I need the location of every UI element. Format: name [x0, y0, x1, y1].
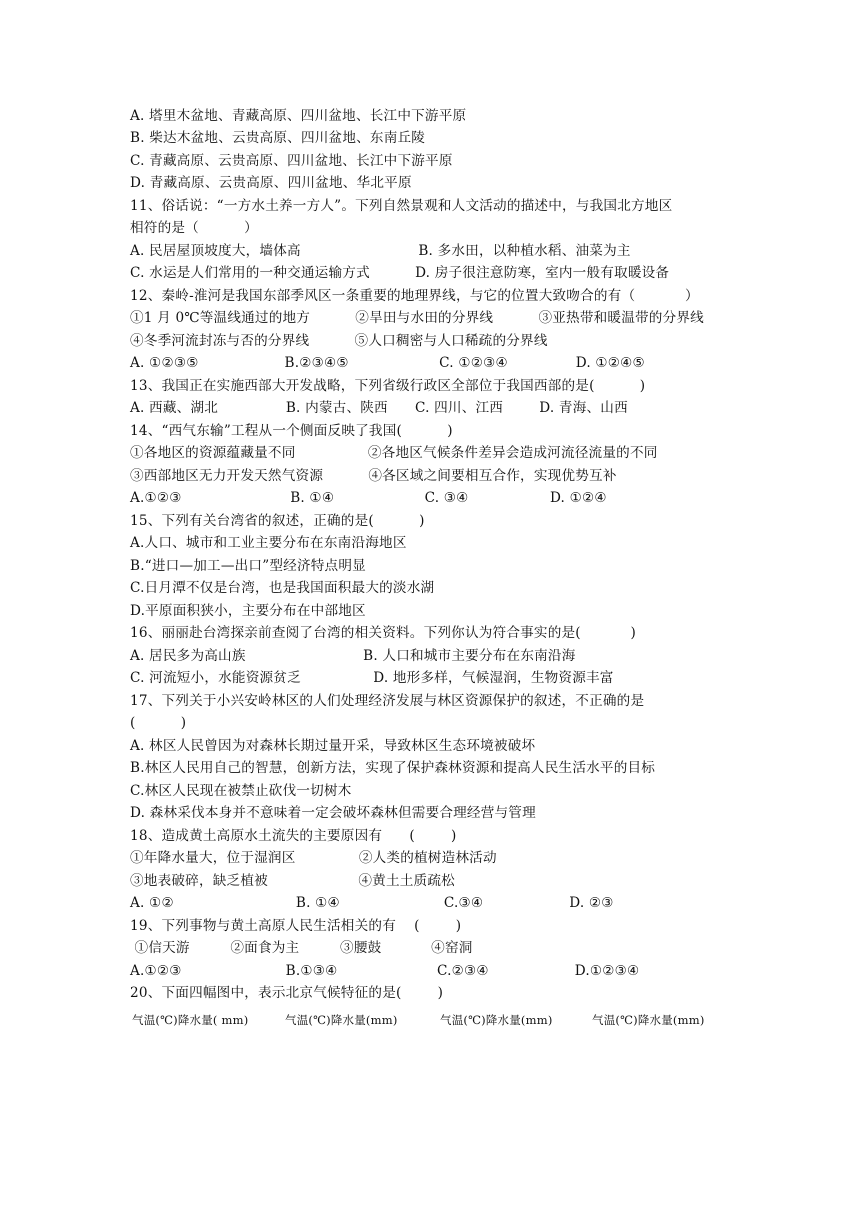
chart-b-axis-caption: 气温(℃)降水量(mm): [285, 1013, 398, 1027]
chart-a-axis-caption: 气温(℃)降水量( mm): [132, 1013, 249, 1027]
option-17c: C.林区人民现在被禁止砍伐一切树木: [130, 783, 352, 799]
option-17a: A. 林区人民曾因为对森林长期过量开采，导致林区生态环境被破坏: [130, 738, 536, 754]
question-14: 14、“西气东输”工程从一个侧面反映了我国( ): [130, 423, 453, 439]
question-20: 20、下面四幅图中，表示北京气候特征的是( ): [130, 985, 444, 1001]
options-12: A. ①②③⑤ B.②③④⑤ C. ①②③④ D. ①②④⑤: [130, 355, 645, 371]
option-17b: B.林区人民用自己的智慧，创新方法，实现了保护森林资源和提高人民生活水平的目标: [130, 760, 656, 776]
question-11-cont: 相符的是（ ）: [130, 220, 258, 236]
options-16-cd: C. 河流短小，水能资源贫乏 D. 地形多样，气候湿润，生物资源丰富: [130, 670, 614, 686]
statements-18-a: ①年降水量大，位于湿润区 ②人类的植树造林活动: [130, 850, 497, 866]
option-15a: A.人口、城市和工业主要分布在东南沿海地区: [130, 535, 407, 551]
option-15d: D.平原面积狭小，主要分布在中部地区: [130, 603, 366, 619]
chart-c-axis-caption: 气温(℃)降水量(mm): [440, 1013, 553, 1027]
question-16: 16、丽丽赴台湾探亲前查阅了台湾的相关资料。下列你认为符合事实的是( ): [130, 625, 637, 641]
option-10c: C. 青藏高原、云贵高原、四川盆地、长江中下游平原: [130, 153, 453, 169]
statements-14-b: ③西部地区无力开发天然气资源 ④各区域之间要相互合作，实现优势互补: [130, 468, 617, 484]
question-12: 12、秦岭-淮河是我国东部季风区一条重要的地理界线，与它的位置大致吻合的有（ ）: [130, 288, 699, 304]
chart-d-axis-caption: 气温(℃)降水量(mm): [592, 1013, 705, 1027]
options-19: A.①②③ B.①③④ C.②③④ D.①②③④: [130, 963, 640, 979]
question-11: 11、俗话说：“一方水土养一方人”。下列自然景观和人文活动的描述中，与我国北方地区: [130, 198, 673, 214]
options-18: A. ①② B. ①④ C.③④ D. ②③: [130, 895, 614, 911]
options-14: A.①②③ B. ①④ C. ③④ D. ①②④: [130, 490, 607, 506]
statements-12-b: ④冬季河流封冻与否的分界线 ⑤人口稠密与人口稀疏的分界线: [130, 333, 548, 349]
statements-18-b: ③地表破碎，缺乏植被 ④黄土土质疏松: [130, 873, 455, 889]
question-17-cont: ( ): [130, 715, 187, 731]
question-15: 15、下列有关台湾省的叙述，正确的是( ): [130, 513, 425, 529]
statements-14-a: ①各地区的资源蕴藏量不同 ②各地区气候条件差异会造成河流径流量的不同: [130, 445, 658, 461]
option-10d: D. 青藏高原、云贵高原、四川盆地、华北平原: [130, 175, 412, 191]
options-11-ab: A. 民居屋顶坡度大，墙体高 B. 多水田，以种植水稻、油菜为主: [130, 243, 631, 259]
question-18: 18、造成黄土高原水土流失的主要原因有 ( ): [130, 828, 457, 844]
question-19: 19、下列事物与黄土高原人民生活相关的有 ( ): [130, 918, 462, 934]
option-17d: D. 森林采伐本身并不意味着一定会破坏森林但需要合理经营与管理: [130, 805, 536, 821]
option-10a: A. 塔里木盆地、青藏高原、四川盆地、长江中下游平原: [130, 108, 467, 124]
options-11-cd: C. 水运是人们常用的一种交通运输方式 D. 房子很注意防寒，室内一般有取暖设备: [130, 265, 670, 281]
option-10b: B. 柴达木盆地、云贵高原、四川盆地、东南丘陵: [130, 130, 426, 146]
statements-12-a: ①1 月 0℃等温线通过的地方 ②旱田与水田的分界线 ③亚热带和暖温带的分界线: [130, 310, 704, 326]
statements-19: ①信天游 ②面食为主 ③腰鼓 ④窑洞: [130, 940, 473, 956]
options-16-ab: A. 居民多为高山族 B. 人口和城市主要分布在东南沿海: [130, 648, 576, 664]
option-15b: B.“进口—加工—出口”型经济特点明显: [130, 558, 366, 574]
question-17: 17、下列关于小兴安岭林区的人们处理经济发展与林区资源保护的叙述，不正确的是: [130, 693, 645, 709]
options-13: A. 西藏、湖北 B. 内蒙古、陕西 C. 四川、江西 D. 青海、山西: [130, 400, 628, 416]
option-15c: C.日月潭不仅是台湾，也是我国面积最大的淡水湖: [130, 580, 435, 596]
question-13: 13、我国正在实施西部大开发战略，下列省级行政区全部位于我国西部的是( ): [130, 378, 646, 394]
